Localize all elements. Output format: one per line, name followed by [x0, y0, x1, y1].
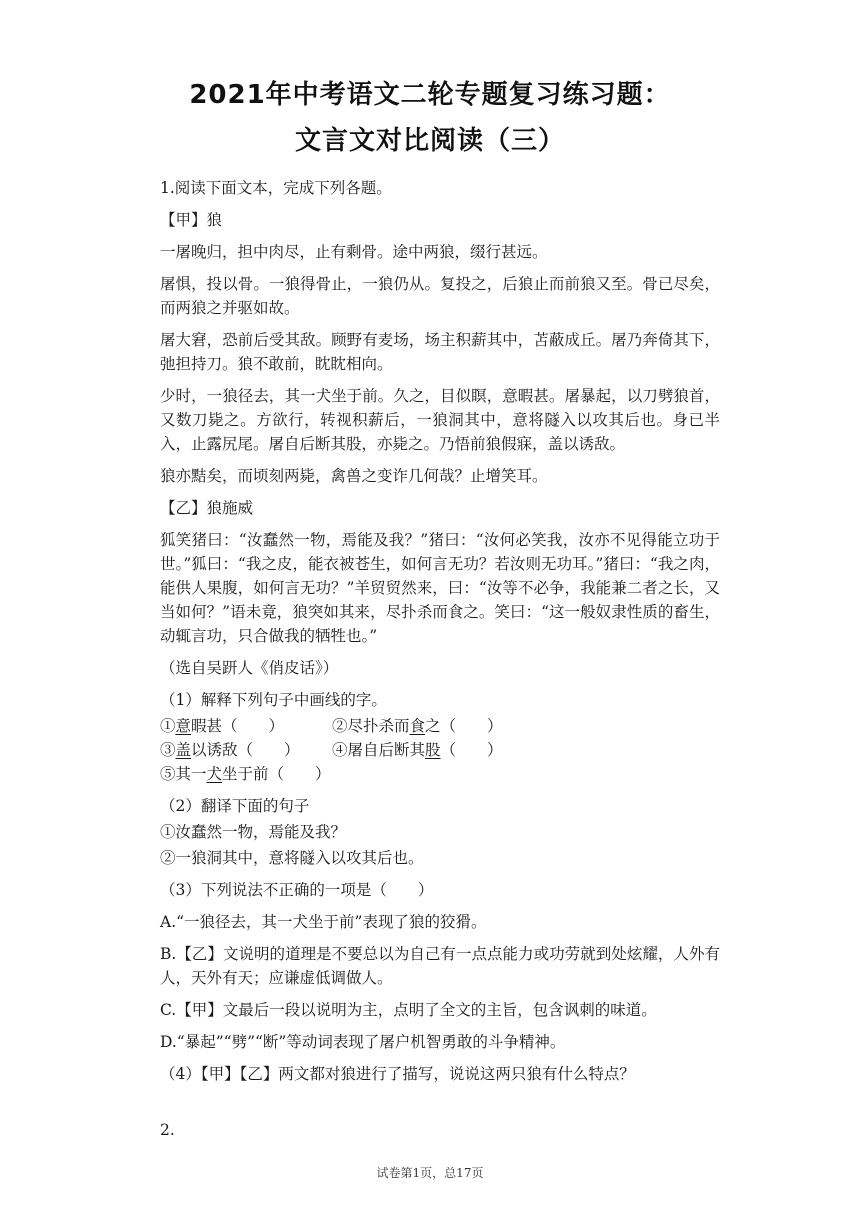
translate-item: ①汝蠢然一物，焉能及我？ — [160, 823, 347, 841]
option-c: C.【甲】文最后一段以说明为主，点明了全文的主旨，包含讽刺的味道。 — [160, 1001, 657, 1019]
sub-question-1-prompt: （1）解释下列句子中画线的字。 — [160, 691, 387, 709]
vocab-row — [160, 762, 720, 786]
vocab-item: ②尽扑杀而食之（ ） — [332, 717, 503, 735]
vocab-item: ⑤其一犬坐于前（ ） — [160, 765, 331, 783]
option-b: B.【乙】文说明的道理是不要总以为自己有一点点能力或功劳就到处炫耀，人外有人，天外有天；应谦虚低调做人。 — [160, 945, 720, 987]
text-jia-paragraph: 少时，一狼径去，其一犬坐于前。久之，目似瞑，意暇甚。屠暴起，以刀劈狼首，又数刀毙之。方欲行，转视积薪后，一狼洞其中，意将隧入以攻其后也。身已半入，止露尻尾。屠自后断其股，亦毙之。乃悟前狼假寐，盖以诱敌。 — [160, 387, 720, 453]
vocab-item: ①意暇甚（ ） — [160, 717, 285, 735]
text-yi-paragraph: 狐笑猪曰：“汝蠢然一物，焉能及我？”猪曰：“汝何必笑我，汝亦不见得能立功于世。”狐曰：“我之皮，能衣被苍生，如何言无功？若汝则无功耳。”猪曰：“我之肉，能供人果腹，如何言无功？”羊贸贸然来，曰：“汝等不必争，我能兼二者之长，又当如何？”语未竟，狼突如其来，尽扑杀而食之。笑曰：“这一般奴隶性质的畜生，动辄言功，只合做我的牺牲也。” — [160, 531, 720, 645]
question-1-intro: 1.阅读下面文本，完成下列各题。 — [160, 179, 392, 197]
translate-item: ②一狼洞其中，意将隧入以攻其后也。 — [160, 849, 424, 867]
text-jia-paragraph: 屠惧，投以骨。一狼得骨止，一狼仍从。复投之，后狼止而前狼又至。骨已尽矣，而两狼之并驱如故。 — [160, 275, 720, 317]
source-citation: （选自吴趼人《俏皮话》） — [160, 659, 339, 677]
text-jia-paragraph: 狼亦黠矣，而顷刻两毙，禽兽之变诈几何哉？止增笑耳。 — [160, 467, 548, 485]
text-yi-heading: 【乙】狼施威 — [160, 499, 254, 517]
vocab-item: ④屠自后断其股（ ） — [332, 741, 503, 759]
page-footer: 试卷第1页，总17页 — [376, 1166, 484, 1180]
document-body — [160, 176, 720, 1150]
sub-question-2-prompt: （2）翻译下面的句子 — [160, 797, 310, 815]
page-subtitle: 文言文对比阅读（三） — [294, 126, 565, 156]
text-jia-paragraph: 屠大窘，恐前后受其敌。顾野有麦场，场主积薪其中，苫蔽成丘。屠乃奔倚其下，弛担持刀。狼不敢前，眈眈相向。 — [160, 331, 720, 373]
text-jia-paragraph: 一屠晚归，担中肉尽，止有剩骨。途中两狼，缀行甚远。 — [160, 243, 548, 261]
option-a: A.“一狼径去，其一犬坐于前”表现了狼的狡猾。 — [160, 913, 487, 931]
sub-question-4-prompt: （4）【甲】【乙】两文都对狼进行了描写，说说这两只狼有什么特点？ — [160, 1065, 635, 1083]
question-2-number: 2. — [160, 1121, 175, 1139]
vocab-row — [160, 738, 720, 762]
sub-question-3-prompt: （3）下列说法不正确的一项是（ ） — [160, 881, 434, 899]
page-title: 2021年中考语文二轮专题复习练习题： — [189, 80, 671, 110]
vocab-item: ③盖以诱敌（ ） — [160, 741, 300, 759]
text-jia-heading: 【甲】狼 — [160, 211, 223, 229]
vocab-row — [160, 714, 720, 738]
option-d: D.“暴起”“劈”“断”等动词表现了屠户机智勇敢的斗争精神。 — [160, 1033, 566, 1051]
